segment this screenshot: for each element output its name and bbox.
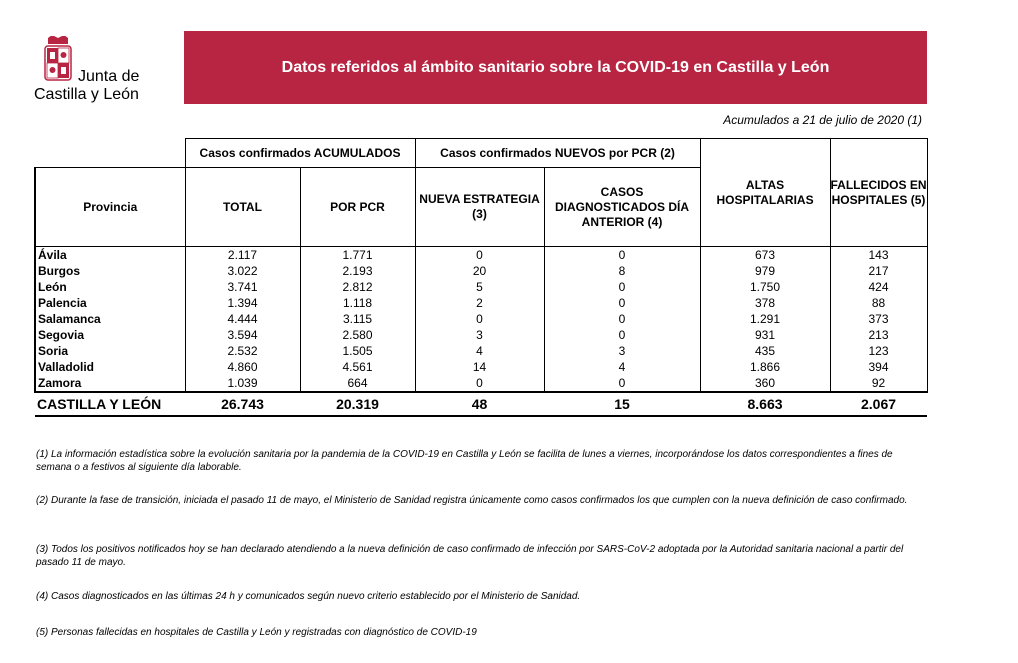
table-row — [35, 375, 927, 392]
table-row — [35, 343, 927, 359]
total-por-pcr: 20.319 — [300, 392, 415, 416]
table-row — [35, 327, 927, 343]
cell-casos: 4 — [544, 359, 700, 375]
footnote-3: (3) Todos los positivos notificados hoy se han declarado atendiendo a la nueva definición de caso confirmado de infección por SARS-CoV-2 adoptada por la Autoridad sanitaria nacional a partir del pasado 11 de mayo. — [36, 544, 904, 568]
cell-por-pcr: 1.118 — [300, 295, 415, 311]
header-casos-diagnosticados: CASOS DIAGNOSTICADOS DÍA ANTERIOR (4) — [544, 168, 700, 247]
logo-line-1: Junta de — [78, 68, 140, 85]
total-total: 26.743 — [185, 392, 300, 416]
table-row — [35, 311, 927, 327]
cell-altas: 360 — [700, 375, 830, 392]
junta-logo — [34, 36, 154, 106]
cell-nueva: 0 — [415, 247, 544, 264]
footnote-4: (4) Casos diagnosticados en las últimas 24 h y comunicados según nuevo criterio establecido por el Ministerio de Sanidad. — [36, 591, 581, 602]
total-casos: 15 — [544, 392, 700, 416]
table-row — [35, 247, 927, 264]
cell-por-pcr: 2.193 — [300, 263, 415, 279]
cell-total: 4.444 — [185, 311, 300, 327]
cell-nueva: 20 — [415, 263, 544, 279]
group-header-acumulados: Casos confirmados ACUMULADOS — [185, 139, 415, 168]
cell-provincia: Valladolid — [35, 359, 185, 375]
cell-por-pcr: 3.115 — [300, 311, 415, 327]
total-nueva: 48 — [415, 392, 544, 416]
cell-casos: 0 — [544, 279, 700, 295]
cell-fallecidos: 217 — [830, 263, 927, 279]
total-altas: 8.663 — [700, 392, 830, 416]
cell-fallecidos: 92 — [830, 375, 927, 392]
table-row — [35, 263, 927, 279]
cell-por-pcr: 1.771 — [300, 247, 415, 264]
cell-casos: 3 — [544, 343, 700, 359]
coat-of-arms-icon — [42, 36, 74, 86]
page-title: Datos referidos al ámbito sanitario sobre la COVID-19 en Castilla y León — [184, 31, 927, 104]
cell-por-pcr: 1.505 — [300, 343, 415, 359]
blank-header-cell — [35, 139, 185, 168]
cell-altas: 1.750 — [700, 279, 830, 295]
cell-nueva: 5 — [415, 279, 544, 295]
logo-line-2: Castilla y León — [34, 86, 139, 103]
cell-fallecidos: 213 — [830, 327, 927, 343]
header-nueva-estrategia: NUEVA ESTRATEGIA (3) — [415, 168, 544, 247]
cell-altas: 1.866 — [700, 359, 830, 375]
cell-nueva: 2 — [415, 295, 544, 311]
cell-provincia: Ávila — [35, 247, 185, 264]
table-row — [35, 359, 927, 375]
cell-provincia: Salamanca — [35, 311, 185, 327]
cell-casos: 0 — [544, 375, 700, 392]
cell-nueva: 0 — [415, 311, 544, 327]
cell-total: 1.039 — [185, 375, 300, 392]
group-header-nuevos: Casos confirmados NUEVOS por PCR (2) — [415, 139, 700, 168]
header-total: TOTAL — [185, 168, 300, 247]
cell-por-pcr: 664 — [300, 375, 415, 392]
cell-altas: 979 — [700, 263, 830, 279]
cell-casos: 0 — [544, 247, 700, 264]
table-row — [35, 295, 927, 311]
cell-nueva: 14 — [415, 359, 544, 375]
cell-altas: 931 — [700, 327, 830, 343]
total-row — [35, 392, 927, 416]
cell-casos: 0 — [544, 295, 700, 311]
cell-total: 3.022 — [185, 263, 300, 279]
footnote-2: (2) Durante la fase de transición, iniciada el pasado 11 de mayo, el Ministerio de Sanidad registra únicamente como casos confirmados los que cumplen con la nueva definición de caso confirmado. — [36, 495, 908, 506]
cell-por-pcr: 2.580 — [300, 327, 415, 343]
cell-altas: 1.291 — [700, 311, 830, 327]
cell-altas: 435 — [700, 343, 830, 359]
cell-nueva: 3 — [415, 327, 544, 343]
header-fallecidos: FALLECIDOS EN HOSPITALES (5) — [830, 139, 927, 247]
cell-provincia: León — [35, 279, 185, 295]
header-altas: ALTAS HOSPITALARIAS — [700, 139, 830, 247]
footnote-1: (1) La información estadística sobre la evolución sanitaria por la pandemia de la COVID-19 en Castilla y León se facilita de lunes a viernes, incorporándose los datos correspondientes a fines de semana o a festivos al siguiente día laborable. — [36, 449, 893, 473]
cell-casos: 8 — [544, 263, 700, 279]
cell-total: 2.117 — [185, 247, 300, 264]
cell-provincia: Palencia — [35, 295, 185, 311]
cell-altas: 378 — [700, 295, 830, 311]
cell-provincia: Burgos — [35, 263, 185, 279]
cell-por-pcr: 2.812 — [300, 279, 415, 295]
cell-fallecidos: 373 — [830, 311, 927, 327]
cell-fallecidos: 88 — [830, 295, 927, 311]
total-provincia: CASTILLA Y LEÓN — [35, 392, 185, 416]
cell-total: 4.860 — [185, 359, 300, 375]
cell-fallecidos: 123 — [830, 343, 927, 359]
cell-fallecidos: 394 — [830, 359, 927, 375]
cell-provincia: Zamora — [35, 375, 185, 392]
cell-fallecidos: 143 — [830, 247, 927, 264]
header-por-pcr: POR PCR — [300, 168, 415, 247]
cell-total: 3.594 — [185, 327, 300, 343]
covid-data-table — [34, 138, 928, 417]
header-provincia: Provincia — [35, 168, 185, 247]
cell-nueva: 4 — [415, 343, 544, 359]
cell-altas: 673 — [700, 247, 830, 264]
cell-nueva: 0 — [415, 375, 544, 392]
cell-fallecidos: 424 — [830, 279, 927, 295]
cell-total: 1.394 — [185, 295, 300, 311]
cell-provincia: Segovia — [35, 327, 185, 343]
cell-por-pcr: 4.561 — [300, 359, 415, 375]
cell-provincia: Soria — [35, 343, 185, 359]
total-fallecidos: 2.067 — [830, 392, 927, 416]
dateline: Acumulados a 21 de julio de 2020 (1) — [723, 113, 922, 127]
footnote-5: (5) Personas fallecidas en hospitales de Castilla y León y registradas con diagnóstico de COVID-19 — [36, 627, 477, 638]
cell-casos: 0 — [544, 327, 700, 343]
cell-total: 2.532 — [185, 343, 300, 359]
cell-total: 3.741 — [185, 279, 300, 295]
table-row — [35, 279, 927, 295]
cell-casos: 0 — [544, 311, 700, 327]
